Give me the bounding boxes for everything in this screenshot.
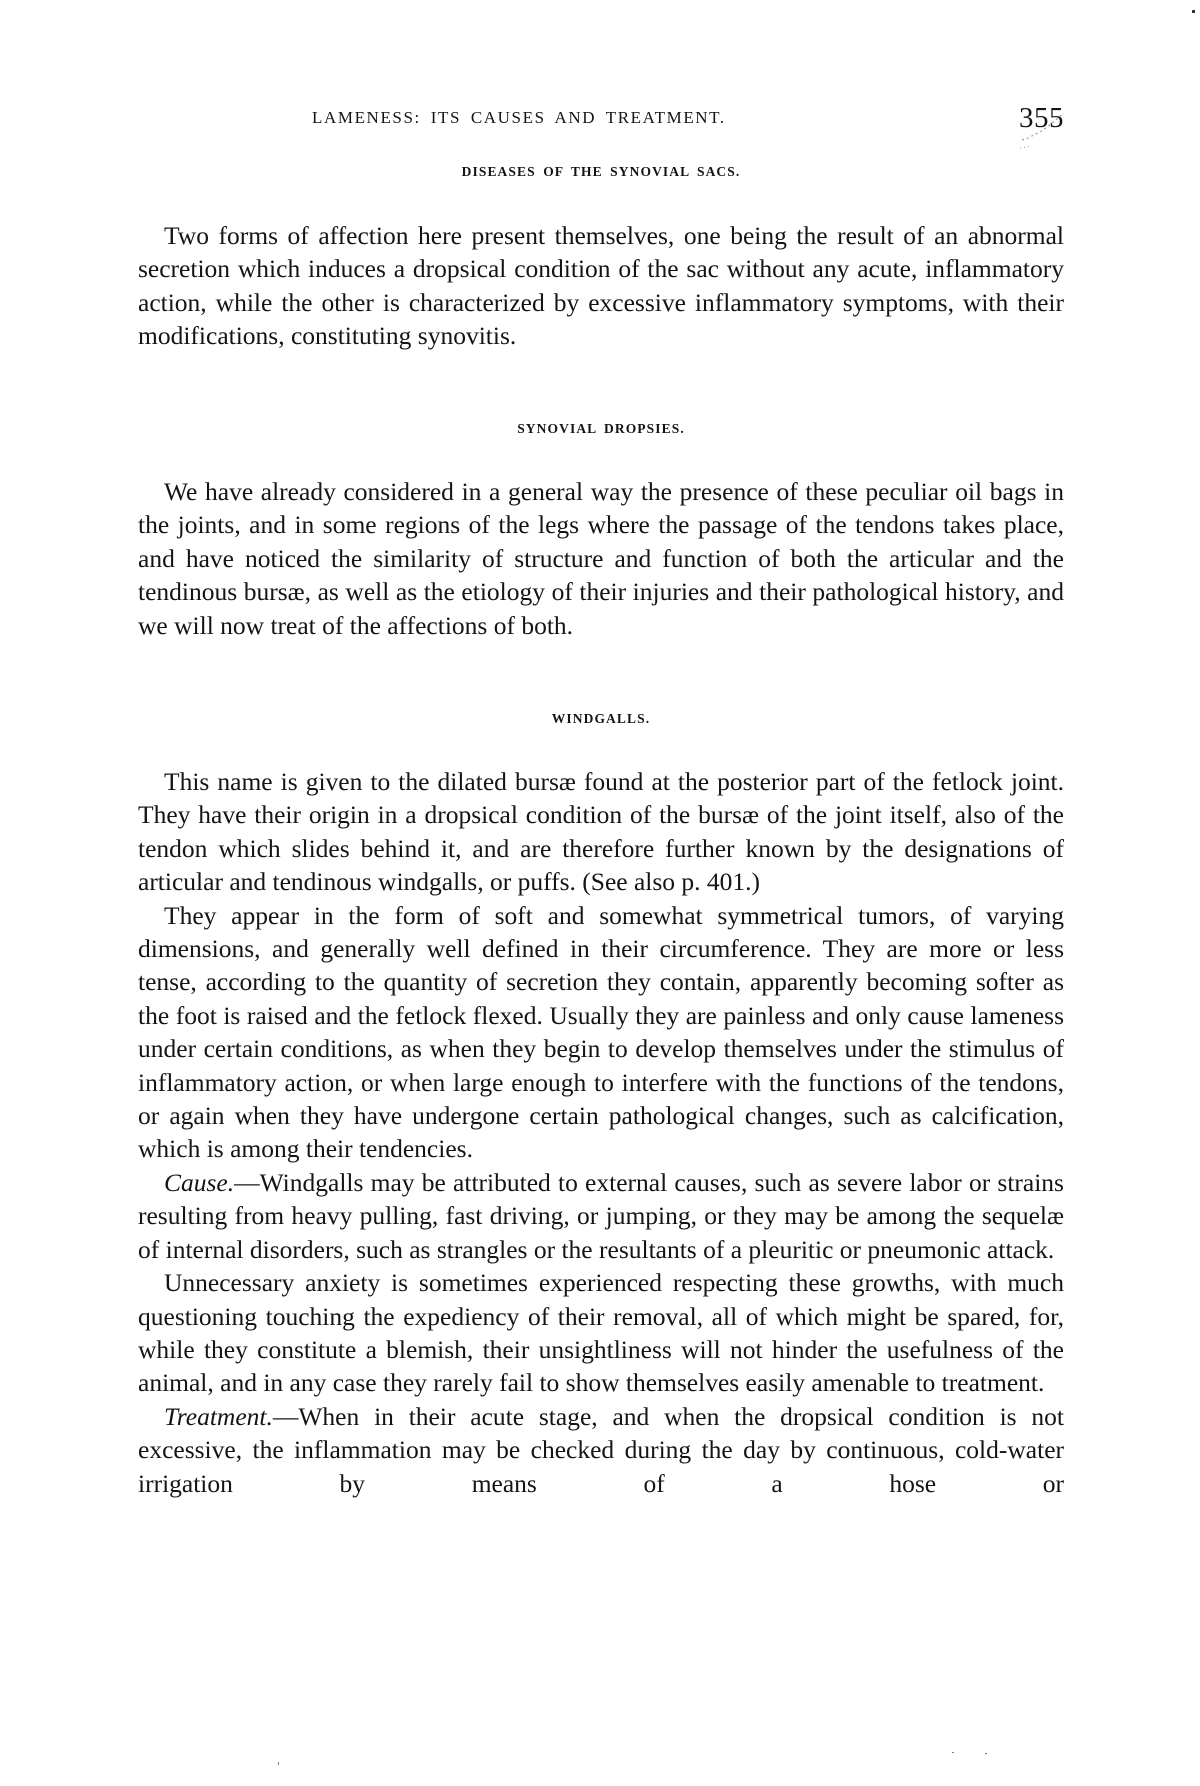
section-synovial-dropsies (138, 421, 1064, 437)
scan-speck (1192, 10, 1195, 13)
cause-paragraph (138, 1166, 1064, 1266)
scan-speck (278, 1762, 279, 1765)
running-head (138, 104, 1064, 138)
section-heading: DISEASES OF THE SYNOVIAL SACS. (461, 164, 741, 179)
paragraph: They appear in the form of soft and somewhat symmetrical tumors, of varying dimensions, and generally well defined in their circumference. They are more or less tense, according to the quantity of secretion they contain, apparently becoming softer as the foot is raised and the fetlock flexed. Usually they are painless and only cause lameness under certain conditions, as when they begin to develop themselves under the stimulus of inflammatory action, or when large enough to interfere with the functions of the tendons, or again when they have undergone certain pathological changes, such as calcification, which is among their tendencies. (138, 900, 1064, 1164)
paragraph: Two forms of affection here present themselves, one being the result of an abnormal secretion which induces a dropsical condition of the sac without any acute, inflammatory action, while the other is characterized by excessive inflammatory symptoms, with their modifications, constituting synovitis. (138, 221, 1064, 351)
section-heading: WINDGALLS. (551, 711, 651, 726)
section-diseases-of-synovial-sacs (138, 164, 1064, 180)
scan-speck (985, 1753, 987, 1754)
cause-label: Cause. (164, 1167, 235, 1197)
running-title: LAMENESS: ITS CAUSES AND TREATMENT. (312, 108, 726, 127)
section-windgalls (138, 711, 1064, 727)
page-number: 355 (1019, 102, 1064, 134)
treatment-label: Treatment. (164, 1401, 273, 1431)
section-body (138, 219, 1064, 353)
paragraph: Unnecessary anxiety is sometimes experienced respecting these growths, with much questioning touching the expediency of their removal, all of which might be spared, for, while they constitute a blemish, their unsightliness will not hinder the usefulness of the animal, and in any case they rarely fail to show themselves easily amenable to treatment. (138, 1268, 1064, 1398)
treatment-text: —When in their acute stage, and when the dropsical condition is not excessive, the inflammation may be checked during the day by continuous, cold-water irrigation by means of a hose or (138, 1401, 1064, 1498)
scan-speck (952, 1752, 954, 1753)
cause-text: —Windgalls may be attributed to external causes, such as severe labor or strains resulting from heavy pulling, fast driving, or jumping, or they may be among the sequelæ of internal disorders, such as strangles or the resultants of a pleuritic or pneumonic attack. (138, 1167, 1064, 1264)
section-heading: SYNOVIAL DROPSIES. (517, 421, 685, 436)
section-body (138, 475, 1064, 642)
paragraph: We have already considered in a general way the presence of these peculiar oil bags in the joints, and in some regions of the legs where the passage of the tendons takes place, and have noticed the similarity of structure and function of both the articular and the tendinous bursæ, as well as the etiology of their injuries and their pathological history, and we will now treat of the affections of both. (138, 477, 1064, 640)
section-body (138, 765, 1064, 1500)
treatment-paragraph (138, 1400, 1064, 1500)
margin-scan-mark-icon (1020, 100, 1080, 150)
paragraph: This name is given to the dilated bursæ found at the posterior part of the fetlock joint. They have their origin in a dropsical condition of the bursæ of the joint itself, also of the tendon which slides behind it, and are therefore further known by the designations of articular and tendinous windgalls, or puffs. (See also p. 401.) (138, 767, 1064, 897)
